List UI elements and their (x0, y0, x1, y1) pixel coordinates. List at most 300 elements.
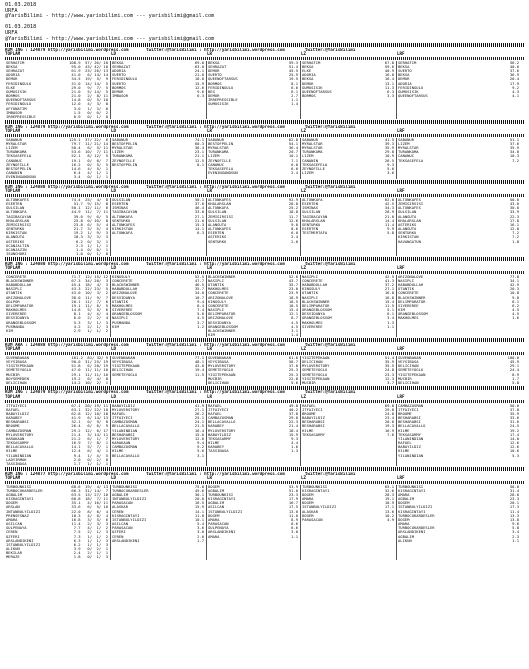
horse-name: HABABDULLAH (302, 283, 328, 288)
horse-score: 8.7 (291, 315, 298, 321)
horse-name: DEMUR (302, 81, 314, 86)
horse-score: 36.9 (509, 72, 519, 78)
horse-name: TEKSASARMY (398, 432, 421, 437)
horse-score: 6.3 (197, 230, 204, 236)
horse-score: 18.8 (288, 209, 298, 215)
horse-score: 5.8 (387, 230, 394, 236)
horse-name: MUCBIR (208, 376, 222, 381)
horse-name: ALASKAR (112, 505, 129, 510)
column-lr (207, 61, 301, 119)
horse-score: 3.0 1/ 3/ 0 (73, 105, 108, 111)
horse-score: 6.6 (291, 84, 298, 90)
horse-score: 14.2 10/ 2/ 1 (71, 379, 108, 385)
horse-name: LIZEM (6, 146, 18, 151)
table-row (398, 454, 521, 458)
horse-name: BLACKSWINNER (6, 279, 34, 283)
horse-score: 40.0 (509, 64, 519, 69)
horse-name: INTANBULYILDIZI (6, 509, 41, 514)
column-header: LD (111, 346, 117, 352)
horse-name: BEKSA (398, 73, 410, 78)
horse-name: LIZEM (302, 154, 314, 159)
table-row (398, 539, 521, 543)
horse-name: TURBOCUKARDESLER (398, 526, 435, 531)
column-total (5, 356, 111, 385)
horse-name: LIZEM (398, 141, 410, 146)
horse-score: 43.7 (288, 278, 298, 283)
horse-score: 34.1 (509, 278, 519, 283)
horse-score: 36.4 (194, 145, 204, 151)
column-headers (5, 189, 525, 194)
horse-name: AGBALIM (398, 534, 415, 539)
horse-name: TEKSASEFELA (302, 162, 328, 167)
horse-name: SEHRAZAT (208, 65, 227, 69)
horse-score: 37.8 (509, 406, 519, 412)
column-ld (111, 61, 207, 119)
column-header: LZ (301, 394, 307, 400)
horse-name: SEMETEYOGLU (302, 368, 328, 373)
horse-name: ESERTEN (302, 202, 319, 207)
horse-score: 65.1 (384, 484, 394, 489)
horse-name: ISTANBULYILDIZI (302, 505, 337, 510)
horse-name: YIGITEPEKAAN (112, 364, 140, 369)
horse-name: AGBALIM (112, 493, 129, 497)
horse-name: AGBALIM (398, 497, 415, 502)
horse-name: MYLOVERSTORY (208, 428, 236, 433)
horse-name: BOYSEMEDEN (6, 376, 29, 381)
horse-score: 22.0 8/ 6/ 4 (71, 508, 108, 514)
horse-name: DOGEM (302, 501, 314, 506)
horse-name: GUMUSISIK (208, 102, 229, 107)
horse-name: BABAYILDIZ (6, 411, 29, 416)
horse-name: BEKSA (112, 60, 124, 65)
horse-name: DELIMPARATOR (302, 303, 330, 308)
horse-name: KHALARSLAN (398, 218, 421, 223)
horse-score: 29.1 11/ 11/ 10 (71, 371, 108, 377)
horse-name: YILANINDIAN (398, 453, 424, 458)
horse-score: 5.1 (387, 307, 394, 313)
column-header: LRF (397, 188, 405, 194)
horse-score: 7.2 (512, 230, 519, 236)
horse-name: PRENSESNAZ (6, 513, 29, 518)
horse-name: SABANUR (302, 137, 319, 142)
horse-name: BELLACAVALLO (112, 424, 140, 429)
horse-name: MYLOVERSTORY (208, 364, 236, 369)
column-header: LD (111, 128, 117, 134)
column-headers (5, 395, 525, 400)
horse-name: LIZEM (302, 170, 314, 175)
separator-rule (5, 120, 525, 124)
horse-name: BLACKSWINNER (208, 274, 236, 279)
horse-score: 4.5 (291, 319, 298, 325)
horse-score: 14.8 5/ 5/ 6 (71, 307, 108, 313)
horse-name: VEYSIBASA (398, 360, 419, 365)
horse-name: ITFAIYECI (6, 403, 27, 408)
horse-score: 3.1 (197, 452, 204, 458)
horse-score: 35.9 (509, 410, 519, 416)
horse-name: TEKSASARMY (302, 432, 325, 437)
horse-score: 59.3 (288, 60, 298, 65)
horse-name: NASIPLI (208, 279, 225, 283)
horse-score: 12.0 4/ 3/ 8 (71, 101, 108, 107)
horse-score: 1.8 0/ 1/ 3 (73, 554, 108, 560)
header-line: 01.03.2018 (5, 2, 37, 8)
horse-name: NASIPLI (112, 316, 129, 321)
horse-score: 21.7 3/ 5/ 4 (73, 226, 108, 232)
horse-name: GULSILAN (6, 206, 25, 211)
column-header: LD (111, 51, 117, 57)
horse-score: 20.3 (509, 286, 519, 292)
horse-name: IRREPRESSIBLE (6, 114, 36, 119)
horse-name: ADORIA (398, 81, 412, 86)
horse-name: SIVEREREE (398, 303, 419, 308)
horse-score: 14.8 0/ 5/ 10 (71, 97, 108, 103)
horse-score: 23.0 (288, 286, 298, 292)
horse-name: AGBALIM (6, 493, 23, 497)
horse-score: 9.6 (512, 521, 519, 527)
horse-name: ALTUNKAFES (398, 197, 421, 202)
column-lr (207, 404, 301, 466)
horse-score: 6.2 0/ 3/ 1 (75, 238, 108, 244)
horse-name: DOGEM (398, 517, 410, 522)
column-lr (207, 275, 301, 337)
column-ld (111, 356, 207, 385)
table-row (112, 325, 206, 329)
horse-score: 11.7 (288, 213, 298, 219)
horse-name: DOGEM (302, 493, 314, 497)
horse-score: 43.0 (194, 363, 204, 369)
horse-name: ADORIA (112, 69, 126, 74)
horse-name: HILME (112, 449, 124, 454)
horse-score: 31.0 14/ 14/ 5 (71, 80, 108, 86)
horse-score: 7.1 (291, 157, 298, 163)
horse-score: 1.8 (512, 238, 519, 244)
horse-score: 2.0 0/ 2/ 0 (73, 456, 108, 462)
horse-name: OTANTIK (302, 291, 319, 296)
horse-score: 3.1 (291, 327, 298, 333)
horse-name: SABANUR (6, 137, 23, 142)
column-header: LD (111, 394, 117, 400)
horse-name: SENTURKU (6, 227, 25, 232)
table-row (302, 381, 396, 385)
horse-score: 12.6 (194, 435, 204, 441)
horse-name: ASTERIKS (6, 239, 25, 244)
horse-score: 51.4 (384, 355, 394, 360)
horse-name: DOGEM (398, 501, 410, 506)
horse-score: 14.4 (384, 217, 394, 223)
horse-score: 23.4 (384, 415, 394, 421)
horse-name: CAMBAZOSMAN (112, 420, 138, 425)
horse-score: 26.4 6/ 6/ 9 (71, 423, 108, 429)
horse-name: KHALARSLAN (302, 218, 325, 223)
horse-name: BESTOFPELIN (112, 141, 138, 146)
horse-name: AMARA (398, 493, 410, 497)
horse-score: 27.1 (194, 406, 204, 412)
horse-score: 17.3 (509, 504, 519, 510)
horse-name: MYRALSTAR (208, 146, 229, 151)
header-line: URFA (5, 29, 18, 36)
horse-name: MUCBIR (398, 376, 412, 381)
horse-name: KISRAGINTAYI (112, 513, 140, 518)
table-row (112, 163, 206, 167)
horse-name: QUEENOFTARSUS (302, 89, 332, 94)
horse-name: GULPENAYA (6, 526, 27, 531)
horse-name: ESERTEN (6, 202, 23, 207)
horse-score: 15.4 (384, 298, 394, 304)
horse-score: 17.5 (288, 504, 298, 510)
column-header: LRF (397, 394, 405, 400)
horse-score: 10.1 (194, 516, 204, 522)
horse-name: EVENINGANDSUN (208, 170, 238, 175)
horse-score: 2.0 (291, 238, 298, 244)
horse-score: 47.7 (194, 278, 204, 283)
horse-score: 92.9 (288, 197, 298, 202)
horse-name: TURBOUNKISI (398, 484, 424, 489)
horse-name: RAFAEL (6, 407, 20, 412)
horse-name: HILME (398, 428, 410, 433)
column-header: LR (207, 188, 213, 194)
table-row (302, 325, 396, 329)
horse-score: 23.1 (194, 149, 204, 155)
horse-name: NASIPLI (302, 274, 319, 279)
horse-score: 1.4 0/ 0/ 1 (75, 246, 108, 252)
horse-score: 21.4 3/ 14/ 11 (71, 431, 108, 437)
horse-score: 161.2 81/ 32/ 9 (71, 355, 108, 360)
horse-name: SABANUR (112, 137, 129, 142)
horse-name: YIGITEPEKAAN (208, 372, 236, 377)
horse-score: 2.0 (197, 533, 204, 539)
horse-name: SENTURKU (302, 222, 321, 227)
horse-score: 45.4 18/ 4/ 3 (71, 282, 108, 288)
horse-score: 29.2 12/ 6/ 17 (71, 427, 108, 433)
horse-score: 58.7 (288, 359, 298, 365)
horse-score: 35.9 (384, 359, 394, 365)
horse-score: 5.0 (197, 311, 204, 317)
horse-name: DELIMPARATOR (208, 312, 236, 317)
horse-name: AMARA (208, 534, 220, 539)
column-header: LZ (301, 475, 307, 481)
table-row (208, 449, 300, 453)
horse-name: BLACKSWINNER (112, 283, 140, 288)
column-lrf (397, 61, 521, 119)
horse-score: 49.8 (288, 403, 298, 408)
horse-name: MYRALSTAR (6, 141, 27, 146)
horse-name: KARABEY (208, 445, 225, 450)
column-header: LR (207, 265, 213, 271)
horse-name: MYLOVERSTORY (112, 436, 140, 441)
horse-score: 35.1 4/ 16/ 11 (71, 500, 108, 506)
horse-score: 18.3 4/ 6/ 4 (71, 512, 108, 518)
horse-score: 68.6 19/ 4/ 13 (71, 484, 108, 489)
horse-name: SERHATIM (302, 60, 321, 65)
horse-name: MYRALSTAR (302, 141, 323, 146)
horse-name: CONCERETE (112, 279, 133, 283)
horse-name: SEMETEYOGLU (6, 368, 32, 373)
horse-name: ALANGUTA (398, 227, 417, 232)
horse-score: 27.1 (194, 213, 204, 219)
horse-score: 9.3 (387, 161, 394, 167)
horse-name: ALANGUTA (208, 222, 227, 227)
horse-name: SEHRAZAT (6, 69, 25, 74)
horse-name: FERIDINGULU (6, 102, 32, 107)
horse-name: BELLACAVALLO (398, 424, 426, 429)
horse-score: 5.0 (387, 165, 394, 171)
horse-score: 7.5 2/ 1/ 3 (73, 529, 108, 535)
horse-name: ARSLANDIKENI (6, 538, 34, 543)
horse-name: OZFERI (6, 534, 20, 539)
horse-score: 2.4 (291, 169, 298, 175)
horse-score: 6.3 (197, 93, 204, 99)
horse-name: MERAZE (6, 555, 20, 560)
horse-name: IMBASOR (112, 94, 129, 99)
horse-name: ISTANBULYILDIZI (208, 509, 243, 514)
horse-name: RAFAEL (302, 403, 316, 408)
race-table (5, 61, 525, 119)
horse-name: DESVIDANYA (6, 316, 29, 321)
horse-name: ASTERIKS (208, 235, 227, 240)
column-headers (5, 347, 525, 352)
column-header: LR (207, 475, 213, 481)
horse-name: AMARA (6, 517, 18, 522)
horse-name: SERHATIM (398, 60, 417, 65)
horse-score: 9.3 (291, 435, 298, 441)
horse-name: HILME (6, 449, 18, 454)
horse-name: CANANUC (6, 158, 23, 163)
horse-name: KISRAGINTAYI (208, 497, 236, 502)
horse-name: TURBOCUKARDESLER (398, 513, 435, 518)
horse-score: 63.1 32/ 22/ 10 (71, 406, 108, 412)
horse-score: 21.4 (288, 423, 298, 429)
horse-name: ALIKUN (6, 547, 20, 552)
horse-score: 19.4 (194, 367, 204, 373)
horse-name: QUEENOFTARSUS (398, 94, 428, 99)
horse-name: PUSMANDA (112, 320, 131, 325)
column-header: LRF (397, 51, 405, 57)
horse-score: 46.4 (194, 205, 204, 211)
horse-name: MAKHOLMES (398, 316, 419, 321)
column-header: LD (111, 188, 117, 194)
horse-score: 2.7 (291, 93, 298, 99)
horse-name: TAGIBACAYAN (6, 214, 32, 219)
horse-name: KISRAGINTAYI (398, 509, 426, 514)
horse-score: 7.4 (197, 307, 204, 313)
horse-score: 26.2 (194, 410, 204, 416)
horse-score: 23.3 (509, 496, 519, 502)
horse-name: GULSILAN (208, 218, 227, 223)
horse-name: UCANJALTIN (6, 243, 29, 248)
horse-score: 17.1 (384, 504, 394, 510)
horse-name: ALANGUTA (398, 214, 417, 219)
horse-name: QUEENOFTARSUS (6, 98, 36, 103)
horse-score: 21.1 (194, 153, 204, 159)
horse-score: 67.1 26/ 19/ 11 (71, 403, 108, 408)
horse-name: IRREPRESSIBLE (208, 98, 238, 103)
horse-name: SUERTO (112, 81, 126, 86)
horse-name: CEREN (6, 530, 18, 535)
horse-score: 15.9 (288, 431, 298, 437)
horse-name: AFYONATIM (6, 106, 27, 111)
horse-score: 53.9 (288, 484, 298, 489)
table-row (208, 535, 300, 539)
horse-score: 1.1 (512, 537, 519, 543)
horse-score: 6.4 4/ 1/ 1 (73, 169, 108, 175)
horse-score: 5.3 3/ 1/ 3 (73, 319, 108, 325)
column-lr (207, 356, 301, 385)
horse-score: 1.6 (512, 315, 519, 321)
horse-score: 1.3 (291, 448, 298, 454)
horse-score: 2.3 (512, 533, 519, 539)
horse-name: ARIZONALOVE (398, 274, 424, 279)
horse-score: 9.4 (197, 440, 204, 446)
horse-name: SEMETEYOGLU (112, 372, 138, 377)
race-kum-line: KUM ING : 124877 http://yarisbilimi.wordpress.com twitter:@YarisBilimi : http://yarisbilimi.wordpress.com twitter:@YarisBilimi (5, 471, 356, 476)
horse-score: 3.0 (291, 529, 298, 535)
column-header: TOPLAM (5, 188, 21, 194)
horse-name: YIGITEPEKAAN (398, 372, 426, 377)
horse-name: HILME (398, 449, 410, 454)
horse-score: 5.6 (291, 379, 298, 385)
horse-name: TURBOUNKISI (208, 493, 234, 497)
horse-name: HABABDULLAH (398, 283, 424, 288)
horse-score: 50.0 (509, 403, 519, 408)
horse-score: 23.3 (384, 371, 394, 377)
horse-score: 42.5 (384, 274, 394, 279)
horse-score: 25.2 (288, 205, 298, 211)
horse-score: 3.3 (387, 93, 394, 99)
horse-name: TAGIBACAYAN (302, 214, 328, 219)
horse-score: 43.3 22/ 23/ 5 (71, 286, 108, 292)
horse-score: 10.1 (288, 153, 298, 159)
horse-score: 11.4 (384, 221, 394, 227)
horse-name: HAVANGATUN (398, 239, 421, 244)
horse-name: ALTUNKAFA (6, 210, 27, 215)
horse-score: 53.6 10/ 7/ 11 (71, 149, 108, 155)
horse-name: CAMBAZOSMAN (398, 403, 424, 408)
horse-name: KARAKAAN (6, 436, 25, 441)
horse-name: TASSINASA (6, 461, 27, 466)
horse-score: 63.5 13/ 27/ 10 (71, 492, 108, 497)
horse-score: 5.3 (512, 452, 519, 458)
horse-score: 9.8 (512, 294, 519, 300)
horse-name: DESVIDANYA (208, 320, 231, 325)
horse-score: 5.8 (512, 525, 519, 531)
horse-score: 19.1 11/ 6/ 5 (71, 302, 108, 308)
horse-score: 52.5 (194, 274, 204, 279)
column-lz (301, 485, 397, 560)
horse-name: DEMUR (6, 77, 18, 82)
horse-score: 37.6 (509, 140, 519, 146)
horse-score: 42.9 (509, 282, 519, 288)
horse-name: MYRALSTAR (112, 146, 133, 151)
horse-name: MAKHOLMES (112, 303, 133, 308)
horse-score: 16.1 (509, 221, 519, 227)
horse-name: ARSLANDIKENI (112, 538, 140, 543)
race-block (5, 386, 525, 466)
horse-score: 19.1 0/ 6/ 7 (71, 157, 108, 163)
horse-name: ARSLANDIKENI (398, 530, 426, 535)
horse-name: ITFAIYECI (112, 416, 133, 421)
horse-name: ITFAIYECI (398, 407, 419, 412)
horse-score: 12.6 (509, 444, 519, 450)
horse-name: CAMBAZOSMAN (112, 445, 138, 450)
horse-name: TURANKAMA (6, 150, 27, 155)
horse-name: DELICIHAN (6, 380, 27, 385)
horse-score: 18.8 (194, 76, 204, 82)
horse-score: 4.5 (291, 323, 298, 329)
horse-name: CAMBAZOSMAN (6, 428, 32, 433)
horse-score: 3.4 0/ 1/ 1 (73, 174, 108, 180)
horse-name: TURBOCUKARDESLER (6, 488, 43, 493)
horse-name: BELLACAVALLO (6, 445, 34, 450)
